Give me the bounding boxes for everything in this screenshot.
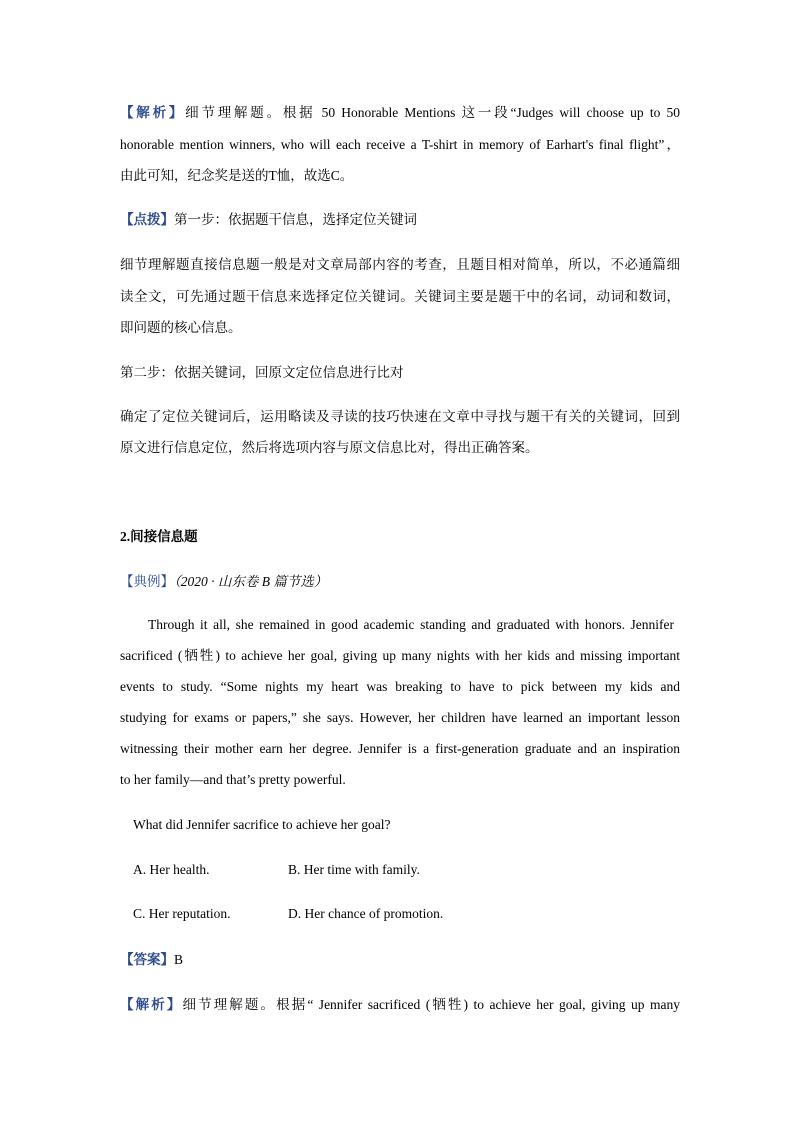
passage-line-1: Through it all, she remained in good academic standing and graduated with honors. Jennifer (148, 617, 674, 632)
analysis-2-line-1 (120, 996, 680, 1014)
option-d: D. Her chance of promotion. (288, 906, 444, 921)
passage-line-5: witnessing their mother earn her degree. Jennifer is a first-generation graduate and an inspiration (120, 741, 680, 756)
answer-value: B (174, 952, 184, 967)
passage-line-2: sacrificed (牺牲) to achieve her goal, giving up many nights with her kids and missing important (120, 648, 680, 663)
analysis-2-text: 细节理解题。根据“ Jennifer sacrificed (牺牲) to achieve her goal, giving up many (182, 997, 681, 1012)
analysis-paragraph-line-2: honorable mention winners, who will each receive a T-shirt in memory of Earhart's final flight”， (120, 137, 680, 152)
analysis-text-line-1: 细节理解题。根据 50 Honorable Mentions 这一段“Judges will choose up to 50 (185, 105, 680, 120)
tip-step-1: 第一步：依据题干信息，选择定位关键词 (174, 212, 417, 227)
example-tag: 【典例】 (120, 574, 174, 589)
analysis-tag: 【解析】 (120, 105, 186, 120)
example-line (120, 573, 680, 591)
analysis-paragraph-line-1 (120, 104, 680, 122)
answer-line (120, 951, 680, 969)
passage-line-3: events to study. “Some nights my heart was breaking to have to pick between my kids and (120, 679, 680, 694)
option-c: C. Her reputation. (133, 906, 231, 921)
tip-paragraph-1-line-1: 细节理解题直接信息题一般是对文章局部内容的考查，且题目相对简单，所以，不必通篇细 (120, 257, 680, 272)
tip-paragraph-1-line-3: 即问题的核心信息。 (120, 320, 242, 335)
tip-line (120, 211, 680, 229)
passage-line-4: studying for exams or papers,” she says. However, her children have learned an important lesson (120, 710, 680, 725)
example-source: （2020 · 山东卷 B 篇节选） (174, 574, 328, 589)
option-a: A. Her health. (133, 862, 210, 877)
analysis-paragraph-line-3: 由此可知，纪念奖是送的T恤，故选C。 (120, 168, 354, 183)
tip-paragraph-1-line-2: 读全文，可先通过题干信息来选择定位关键词。关键词主要是题干中的名词，动词和数词， (120, 289, 680, 304)
answer-tag: 【答案】 (120, 952, 174, 967)
analysis-2-tag: 【解析】 (120, 997, 183, 1012)
tip-tag: 【点拨】 (120, 212, 174, 227)
tip-paragraph-2-line-2: 原文进行信息定位，然后将选项内容与原文信息比对，得出正确答案。 (120, 440, 539, 455)
section-heading: 2.间接信息题 (120, 529, 198, 544)
passage-line-6: to her family—and that’s pretty powerful. (120, 772, 346, 787)
tip-paragraph-2-line-1: 确定了定位关键词后，运用略读及寻读的技巧快速在文章中寻找与题干有关的关键词，回到 (120, 409, 680, 424)
question: What did Jennifer sacrifice to achieve her goal? (133, 817, 391, 832)
option-b: B. Her time with family. (288, 862, 420, 877)
tip-step-2: 第二步：依据关键词，回原文定位信息进行比对 (120, 365, 404, 380)
